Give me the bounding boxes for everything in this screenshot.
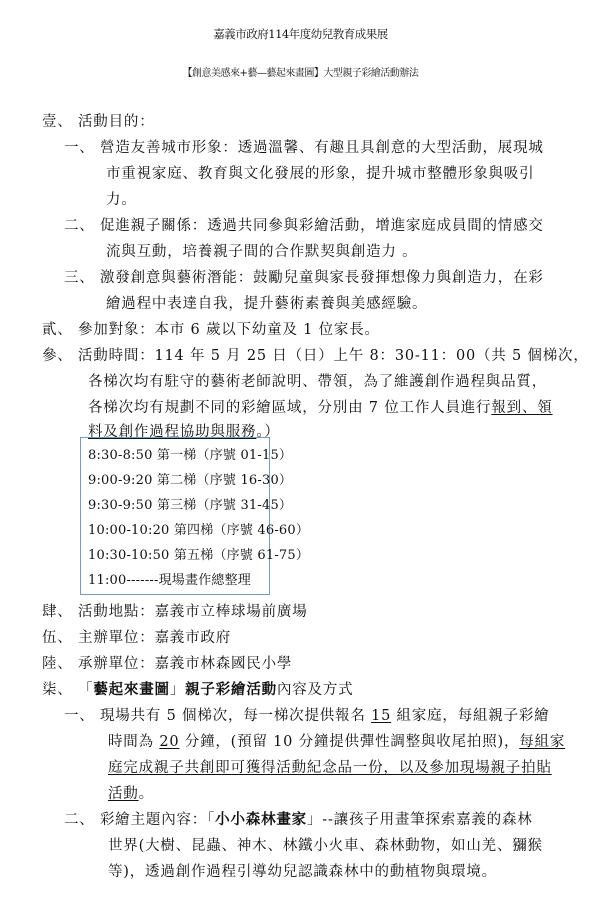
document-title: 嘉義市政府114年度幼兒教育成果展 (213, 27, 388, 41)
s7-mid: 」 (169, 682, 186, 698)
s7-i1-l2-text: 時間為 (108, 734, 160, 750)
s3-line4-text: 。） (256, 424, 280, 440)
s3-line4-underlined: 料及創作過程協助與服務 (88, 424, 257, 440)
schedule-box (80, 437, 310, 595)
s7-i1-l4-post: 。 (138, 786, 154, 802)
s7-item1-line4 (108, 782, 154, 803)
s7-i1-l3-underlined: 庭完成親子共創即可獲得活動紀念品一份，以及參加現場親子拍貼 (108, 760, 552, 776)
s7-i2-l1-bold: 小小森林畫家 (215, 811, 307, 828)
s7-i1-l2-underlined-2: 每組家 (519, 734, 566, 750)
s1-item3-line2: 繪過程中表達自我，提升藝術素養與美感經驗。 (106, 296, 428, 312)
s7-rest: 內容及方式 (276, 682, 354, 698)
section-2-participants: 貳、 參加對象：本市 6 歲以下幼童及 1 位家長。 (42, 322, 380, 338)
s7-bold-activity: 親子彩繪活動 (185, 681, 277, 698)
schedule-row: 11:00-------現場畫作總整理 (88, 573, 252, 588)
s7-item2-line2: 世界(大樹、昆蟲、神木、林鐵小火車、森林動物，如山羌、獼猴 (108, 838, 543, 854)
section-3-line3 (88, 396, 553, 417)
s7-i2-l1-post: 」--讓孩子用畫筆探索嘉義的森林 (306, 812, 533, 828)
s7-i2-l1-text: 二、 彩繪主題內容：「 (64, 812, 216, 828)
s1-item1-line1: 一、 營造友善城市形象：透過溫馨、有趣且具創意的大型活動，展現城 (64, 140, 544, 156)
s7-item2-line1 (64, 808, 533, 829)
s7-i1-l1-text: 一、 現場共有 5 個梯次，每一梯次提供報名 (64, 708, 372, 724)
schedule-row: 8:30-8:50 第一梯（序號 01-15） (88, 448, 293, 463)
s7-i1-l2-underlined-1: 20 (159, 734, 180, 750)
s3-line3-underlined: 報到、領 (491, 400, 553, 416)
s7-prefix: 柒、 「 (42, 682, 94, 698)
s7-item2-line3: 等)，透過創作過程引導幼兒認識森林中的動植物與環境。 (108, 864, 497, 880)
schedule-row: 10:30-10:50 第五梯（序號 61-75） (88, 548, 310, 563)
section-6-executor: 陸、 承辦單位：嘉義市林森國民小學 (42, 656, 293, 672)
section-3-line1: 參、 活動時間：114 年 5 月 25 日（日）上午 8：30-11：00（共 5 個梯次， (42, 348, 589, 364)
s7-i1-l4-underlined: 活動 (108, 786, 139, 802)
section-3-line2: 各梯次均有駐守的藝術老師說明、帶領，為了維護創作過程與品質， (88, 374, 547, 390)
s3-line3-text: 各梯次均有規劃不同的彩繪區域，分別由 7 位工作人員進行 (88, 400, 492, 416)
schedule-row: 9:30-9:50 第三梯（序號 31-45） (88, 498, 293, 513)
schedule-row: 9:00-9:20 第二梯（序號 16-30） (88, 473, 293, 488)
s1-item2-line2: 流與互動，培養親子間的合作默契與創造力 。 (106, 244, 418, 260)
section-1-heading: 壹、 活動目的： (42, 114, 155, 130)
section-5-organizer: 伍、 主辦單位：嘉義市政府 (42, 630, 232, 646)
s1-item1-line3: 力。 (106, 192, 137, 208)
document-subtitle: 【創意美感來+藝—藝起來畫圖】大型親子彩繪活動辦法 (182, 68, 419, 79)
s1-item2-line1: 二、 促進親子關係：透過共同參與彩繪活動，增進家庭成員間的情感交 (64, 218, 544, 234)
s7-item1-line1 (64, 704, 550, 725)
schedule-row: 10:00-10:20 第四梯（序號 46-60） (88, 523, 310, 538)
s7-item1-line3 (108, 756, 552, 777)
section-4-location: 肆、 活動地點：嘉義市立棒球場前廣場 (42, 604, 308, 620)
s1-item1-line2: 市重視家庭、教育與文化發展的形象，提升城市整體形象與吸引 (106, 166, 535, 182)
s7-i1-l2-mid: 分鐘，(預留 10 分鐘提供彈性調整與收尾拍照)， (179, 734, 520, 750)
s1-item3-line1: 三、 激發創意與藝術潛能：鼓勵兒童與家長發揮想像力與創造力，在彩 (64, 270, 544, 286)
section-7-heading (42, 678, 353, 699)
s7-item1-line2 (108, 730, 565, 751)
s7-i1-l1-underlined: 15 (371, 708, 392, 724)
s7-i1-l1-post: 組家庭，每組親子彩繪 (391, 708, 550, 724)
s7-bold-name: 藝起來畫圖 (93, 681, 170, 698)
